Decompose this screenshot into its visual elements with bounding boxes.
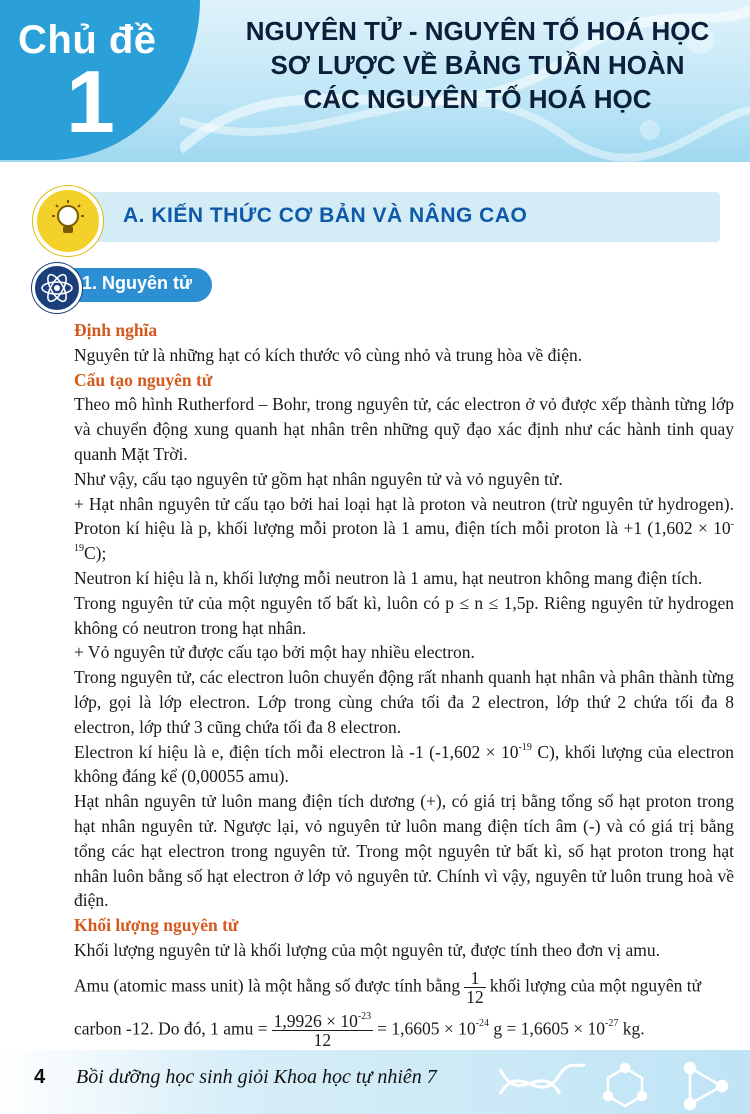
exponent: -24 [475, 1018, 490, 1030]
book-title: Bồi dưỡng học sinh giỏi Khoa học tự nhiên 7 [76, 1066, 437, 1088]
lightbulb-icon [33, 186, 103, 256]
heading-structure: Cấu tạo nguyên tử [74, 369, 213, 390]
atom-icon [32, 263, 82, 313]
subsection-title: 1. Nguyên tử [82, 273, 193, 293]
paragraph: Nguyên tử là những hạt có kích thước vô cùng nhỏ và trung hòa về điện. [74, 344, 583, 365]
section-title: A. KIẾN THỨC CƠ BẢN VÀ NÂNG CAO [123, 204, 528, 227]
paragraph [74, 969, 734, 1006]
chapter-title-line: NGUYÊN TỬ - NGUYÊN TỐ HOÁ HỌC [245, 16, 710, 46]
paragraph [74, 1012, 734, 1049]
topic-number: 1 [66, 52, 115, 151]
topic-label: Chủ đề [18, 18, 157, 62]
paragraph [74, 492, 734, 566]
exponent: -23 [357, 1010, 372, 1022]
paragraph: Như vậy, cấu tạo nguyên tử gồm hạt nhân nguyên tử và vỏ nguyên tử. [74, 468, 563, 489]
topic-badge [0, 0, 200, 160]
fraction-denominator: 12 [466, 986, 484, 1007]
subsection-pill [62, 268, 212, 302]
fraction [272, 1012, 374, 1049]
page-number: 4 [34, 1066, 46, 1088]
triangle-molecule-icon [685, 1063, 727, 1109]
exponent: -19 [74, 518, 734, 555]
text: + Hạt nhân nguyên tử cấu tạo bởi hai loại hạt là proton và neutron (trừ nguyên tử hydrogen). Proton kí hiệu là p, khối lượng mỗi proton là 1 amu, điện tích mỗi proton là +1 (1,602 × 10 [74, 493, 734, 539]
fraction-numerator: 1 [464, 969, 486, 988]
paragraph: Hạt nhân nguyên tử luôn mang điện tích dương (+), có giá trị bằng tổng số hạt proton trong hạt nhân nguyên tử. Ngược lại, vỏ nguyên tử luôn mang điện tích âm (-) và có giá trị bằng tổng các hạt electron trong nguyên tử. Trong một nguyên tử bất kì, số hạt proton trong hạt nhân luôn bằng số hạt electron ở lớp vỏ nguyên tử. Chính vì vậy, nguyên tử luôn trung hoà về điện. [74, 791, 734, 911]
fraction [464, 969, 486, 1006]
fraction-numerator [272, 1012, 374, 1031]
text: = 1,6605 × 10 [377, 1018, 476, 1039]
text: 1,9926 × 10 [273, 1010, 358, 1031]
heading-definition: Định nghĩa [74, 320, 158, 340]
lesson-content [74, 318, 734, 1049]
exponent: -27 [605, 1018, 619, 1030]
molecule-icon [604, 1064, 646, 1106]
science-decoration [490, 1054, 750, 1112]
chapter-title-line: CÁC NGUYÊN TỐ HOÁ HỌC [303, 84, 652, 114]
text: Electron kí hiệu là e, điện tích mỗi electron là -1 (-1,602 × 10 [74, 741, 519, 762]
fraction-denominator: 12 [313, 1029, 332, 1050]
dna-icon [500, 1064, 585, 1094]
heading-mass: Khối lượng nguyên tử [74, 915, 239, 936]
text: Amu (atomic mass unit) là một hằng số được tính bằng [74, 975, 461, 996]
text: kg. [618, 1018, 645, 1039]
text: khối lượng của một nguyên tử [489, 975, 702, 996]
exponent: -19 [518, 741, 532, 753]
chapter-title [215, 14, 740, 116]
paragraph: + Vỏ nguyên tử được cấu tạo bởi một hay nhiều electron. [74, 642, 475, 663]
text: g = 1,6605 × 10 [489, 1018, 606, 1039]
page-footer [0, 1050, 750, 1114]
paragraph: Trong nguyên tử của một nguyên tố bất kì, luôn có p ≤ n ≤ 1,5p. Riêng nguyên tử hydrogen không có neutron trong hạt nhân. [74, 592, 734, 638]
chapter-header [0, 0, 750, 162]
text: carbon -12. Do đó, 1 amu = [74, 1018, 268, 1039]
chapter-title-line: SƠ LƯỢC VỀ BẢNG TUẦN HOÀN [270, 50, 685, 80]
paragraph: Trong nguyên tử, các electron luôn chuyển động rất nhanh quanh hạt nhân và phân thành từng lớp, gọi là lớp electron. Lớp trong cùng chứa tối đa 2 electron, lớp thứ 2 chứa tối đa 8 electron, lớp thứ 3 cũng chứa tối đa 8 electron. [74, 667, 734, 737]
section-bar [75, 192, 720, 242]
text: C), khối lượng của electron không đáng kể (0,00055 amu). [74, 741, 734, 787]
paragraph: Theo mô hình Rutherford – Bohr, trong nguyên tử, các electron ở vỏ được xếp thành từng lớp và chuyển động xung quanh hạt nhân trên những quỹ đạo xác định như các hành tinh quay quanh Mặt Trời. [74, 394, 734, 464]
paragraph [74, 740, 734, 790]
paragraph: Neutron kí hiệu là n, khối lượng mỗi neutron là 1 amu, hạt neutron không mang điện tích. [74, 567, 703, 588]
text: C); [84, 543, 107, 564]
paragraph: Khối lượng nguyên tử là khối lượng của một nguyên tử, được tính theo đơn vị amu. [74, 939, 661, 960]
